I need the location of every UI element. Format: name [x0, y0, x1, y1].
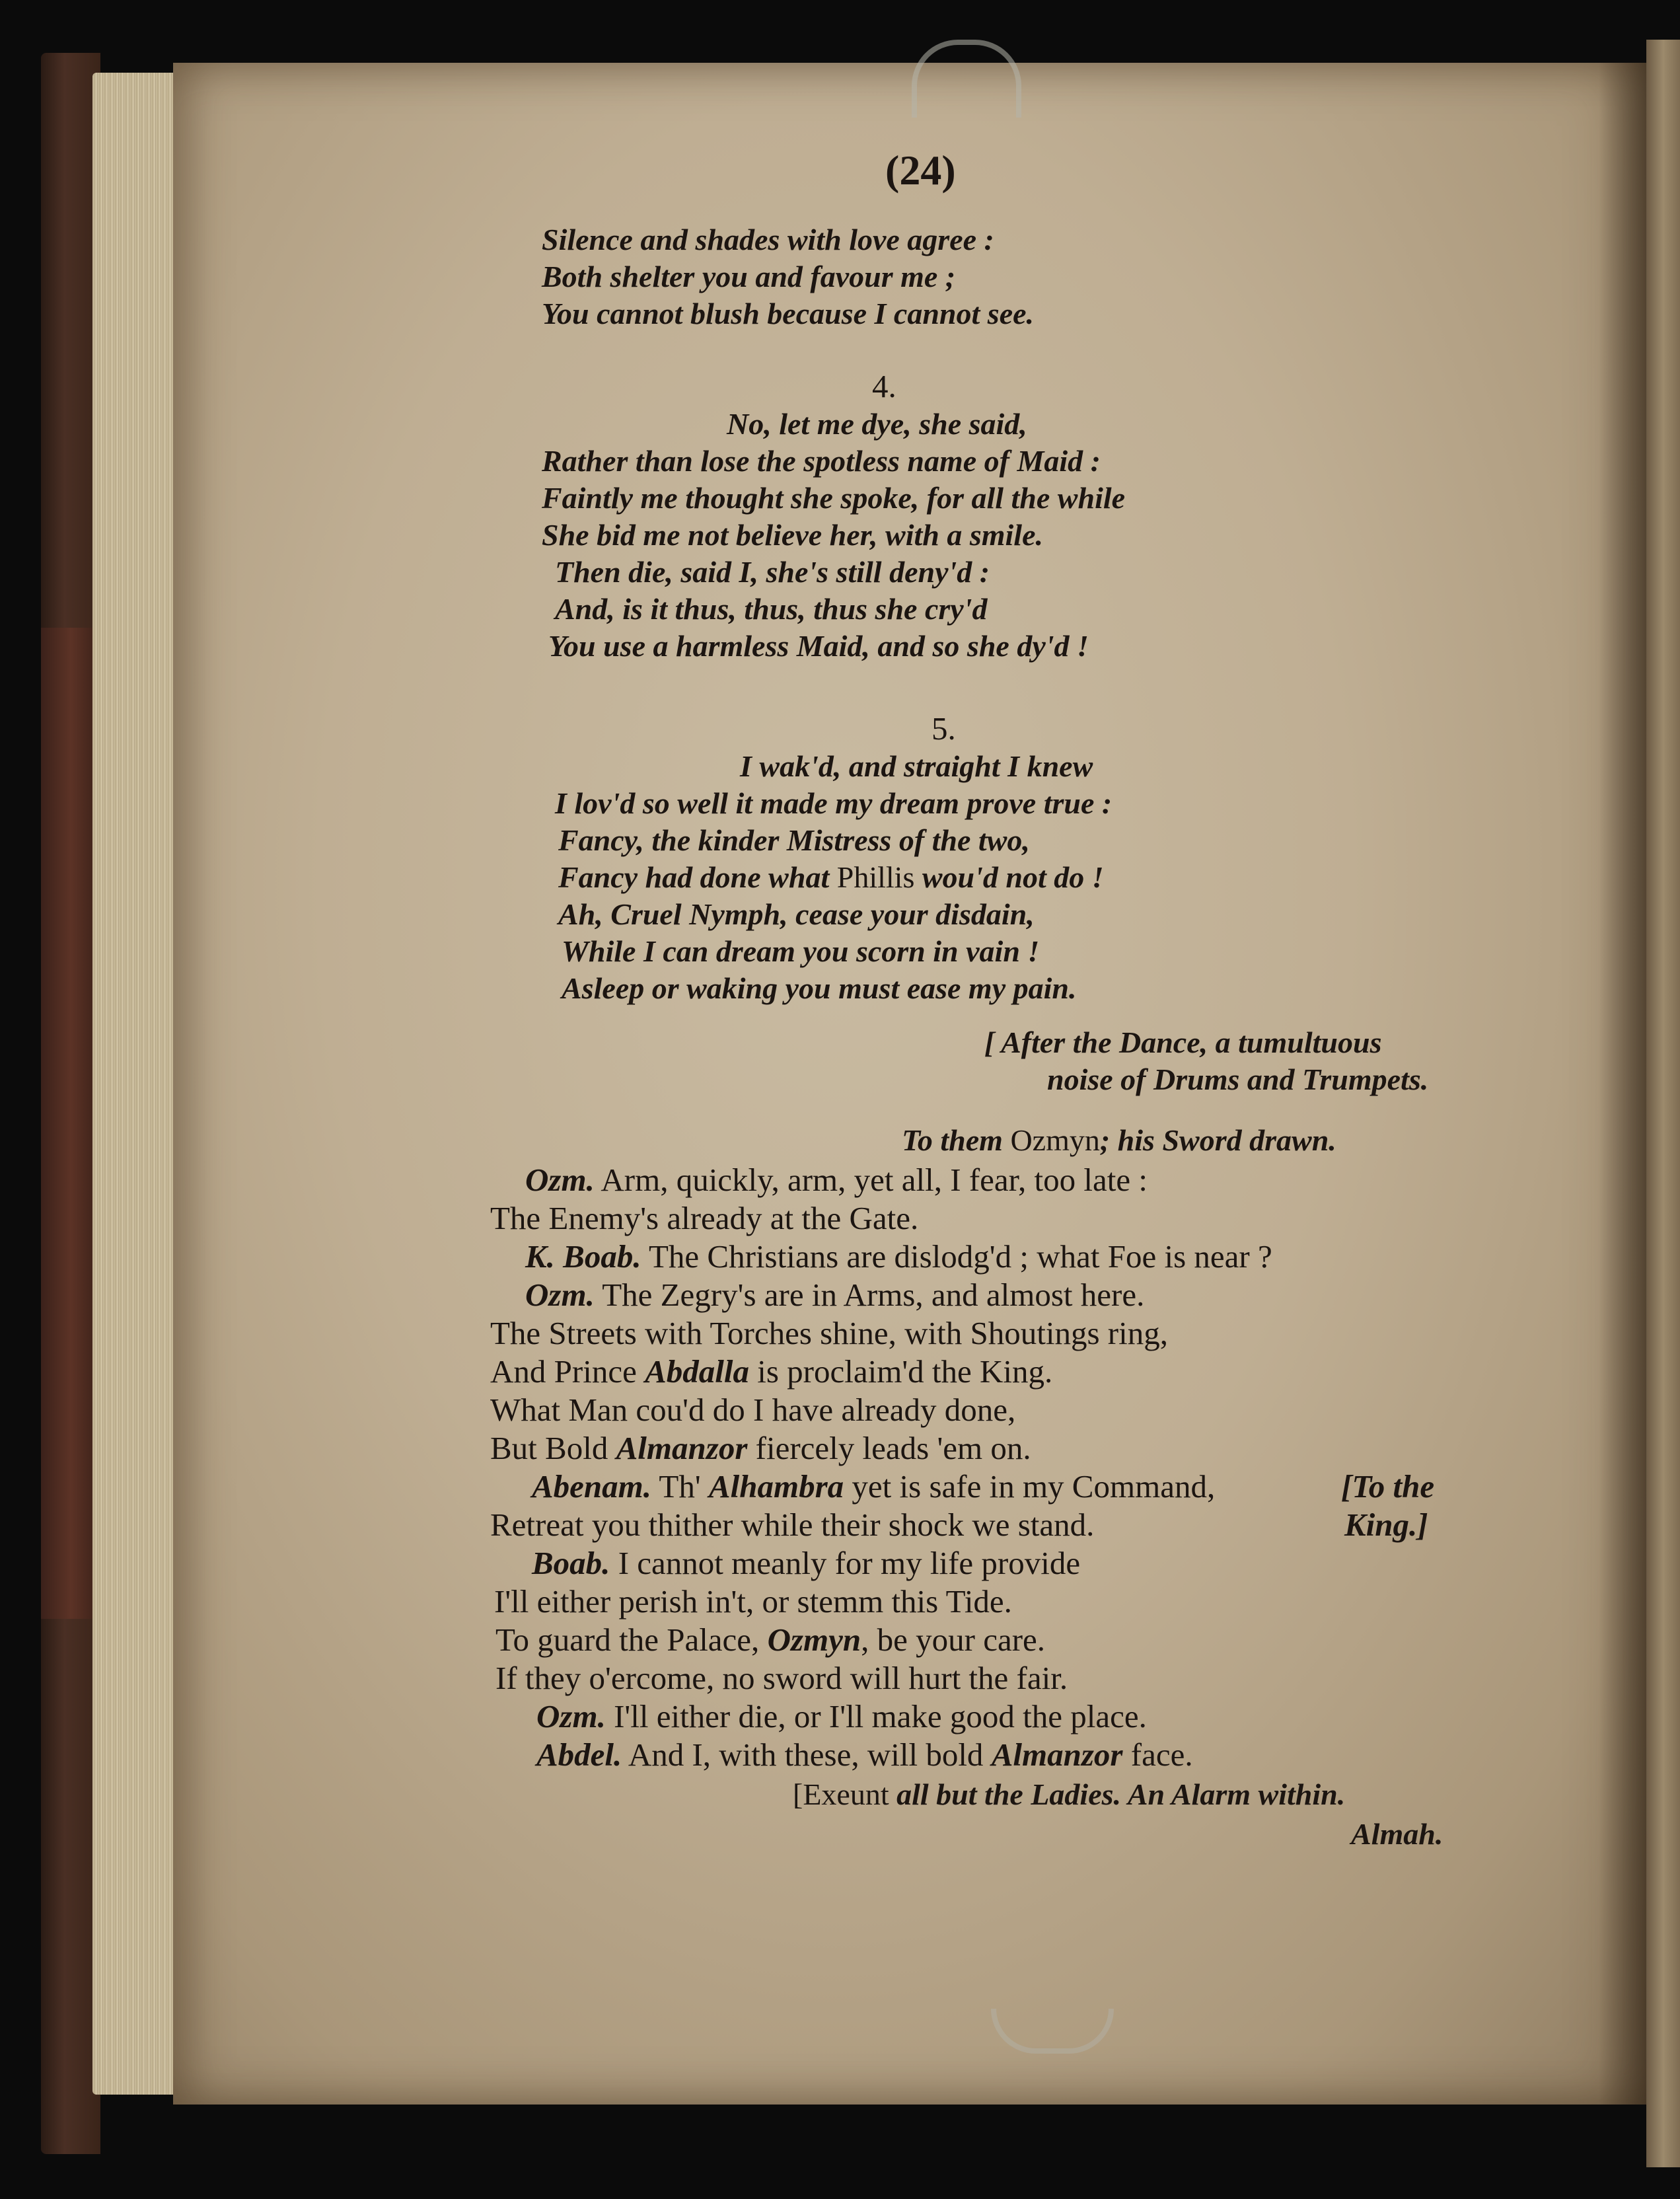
dialogue-text: The Zegry's are in Arms, and almost here.	[594, 1277, 1145, 1313]
dialogue-text: I'll either die, or I'll make good the place.	[605, 1698, 1147, 1734]
verse-line: No, let me dye, she said,	[727, 407, 1027, 441]
stanza-number: 4.	[872, 368, 896, 404]
dialogue-line	[532, 1545, 1080, 1582]
dialogue-text: Th'	[651, 1468, 709, 1505]
dialogue-line	[536, 1736, 1193, 1773]
verse-line: Both shelter you and favour me ;	[542, 260, 956, 293]
verse-line: Fancy, the kinder Mistress of the two,	[558, 823, 1030, 857]
stage-direction: [ After the Dance, a tumultuous	[984, 1025, 1382, 1059]
verse-line: You use a harmless Maid, and so she dy'd !	[548, 629, 1089, 663]
dialogue-text: Arm, quickly, arm, yet all, I fear, too late :	[594, 1162, 1148, 1198]
dialogue-text: fiercely leads 'em on.	[747, 1430, 1031, 1466]
verse-line: Then die, said I, she's still deny'd :	[555, 555, 990, 589]
verse-line	[558, 859, 1104, 896]
dialogue-line: I'll either perish in't, or stemm this Tide.	[494, 1583, 1012, 1620]
dialogue-line: Retreat you thither while their shock we stand.	[490, 1507, 1095, 1543]
character-name: Ozmyn	[767, 1621, 861, 1658]
speaker-name: Abenam.	[532, 1468, 652, 1505]
dialogue-text: is proclaim'd the King.	[749, 1353, 1053, 1390]
character-name: Abdalla	[645, 1353, 749, 1390]
verse-line: Faintly me thought she spoke, for all the while	[542, 481, 1126, 515]
dialogue-line	[495, 1621, 1045, 1659]
gutter-shadow	[1599, 63, 1646, 2105]
dialogue-line	[490, 1353, 1052, 1390]
dialogue-line	[536, 1698, 1147, 1735]
dialogue-line: The Streets with Torches shine, with Shoutings ring,	[490, 1315, 1168, 1351]
dialogue-line: The Enemy's already at the Gate.	[490, 1200, 919, 1236]
dialogue-line	[525, 1238, 1272, 1275]
character-name: Alhambra	[708, 1468, 844, 1505]
stage-aside: [To the	[1341, 1468, 1435, 1505]
facing-page-edge	[1646, 40, 1680, 2167]
page-clip-top	[912, 40, 1021, 118]
verse-line: Ah, Cruel Nymph, cease your disdain,	[558, 897, 1035, 931]
verse-line: You cannot blush because I cannot see.	[542, 297, 1035, 330]
exeunt-word: [Exeunt	[793, 1777, 889, 1811]
verse-line: Asleep or waking you must ease my pain.	[562, 971, 1077, 1005]
stage-direction	[902, 1122, 1336, 1159]
character-name: Phillis	[836, 860, 915, 894]
character-name: Almanzor	[991, 1736, 1123, 1773]
dialogue-line	[525, 1162, 1148, 1199]
speaker-name: Ozm.	[525, 1277, 595, 1313]
dialogue-text: face.	[1122, 1736, 1193, 1773]
verse-line: And, is it thus, thus, thus she cry'd	[555, 592, 988, 626]
speaker-name: Abdel.	[536, 1736, 622, 1773]
dialogue-line: What Man cou'd do I have already done,	[490, 1392, 1016, 1428]
dialogue-line: If they o'ercome, no sword will hurt the fair.	[495, 1660, 1068, 1696]
page-number: (24)	[885, 147, 956, 194]
verse-line: She bid me not believe her, with a smile.	[542, 518, 1043, 552]
book-cover-band	[41, 628, 100, 1619]
dialogue-text: And Prince	[490, 1353, 645, 1390]
dialogue-text: , be your care.	[861, 1621, 1046, 1658]
character-name: Ozmyn	[1010, 1123, 1100, 1157]
dialogue-text: The Christians are dislodg'd ; what Foe is near ?	[641, 1238, 1272, 1275]
stage-direction: noise of Drums and Trumpets.	[1047, 1062, 1429, 1096]
verse-line: Silence and shades with love agree :	[542, 223, 994, 256]
dialogue-line	[525, 1277, 1144, 1314]
speaker-name: Boab.	[532, 1545, 610, 1581]
dialogue-text: To guard the Palace,	[495, 1621, 768, 1658]
verse-fragment: wou'd not do !	[922, 860, 1104, 894]
verse-line: I lov'd so well it made my dream prove true :	[555, 786, 1113, 820]
verse-line: While I can dream you scorn in vain !	[562, 934, 1040, 968]
speaker-name: Ozm.	[525, 1162, 595, 1198]
character-name: Almanzor	[616, 1430, 748, 1466]
stage-direction-text: ; his Sword drawn.	[1099, 1123, 1336, 1157]
stage-aside: King.]	[1344, 1507, 1428, 1543]
speaker-name: K. Boab.	[525, 1238, 641, 1275]
dialogue-text: And I, with these, will bold	[622, 1736, 992, 1773]
verse-line: Rather than lose the spotless name of Maid :	[542, 444, 1101, 478]
dialogue-text: yet is safe in my Command,	[844, 1468, 1216, 1505]
verse-line: I wak'd, and straight I knew	[740, 749, 1093, 783]
stage-direction-exeunt	[793, 1776, 1345, 1813]
stage-direction-text: all but the Ladies. An Alarm within.	[889, 1777, 1346, 1811]
dialogue-text: I cannot meanly for my life provide	[610, 1545, 1081, 1581]
dialogue-text: But Bold	[490, 1430, 616, 1466]
dialogue-line	[532, 1468, 1215, 1505]
catchword: Almah.	[1351, 1817, 1443, 1851]
stage-direction-text: To them	[902, 1123, 1003, 1157]
dialogue-line	[490, 1430, 1031, 1467]
verse-fragment: Fancy had done what	[558, 860, 830, 894]
speaker-name: Ozm.	[536, 1698, 606, 1734]
stanza-number: 5.	[931, 710, 956, 747]
